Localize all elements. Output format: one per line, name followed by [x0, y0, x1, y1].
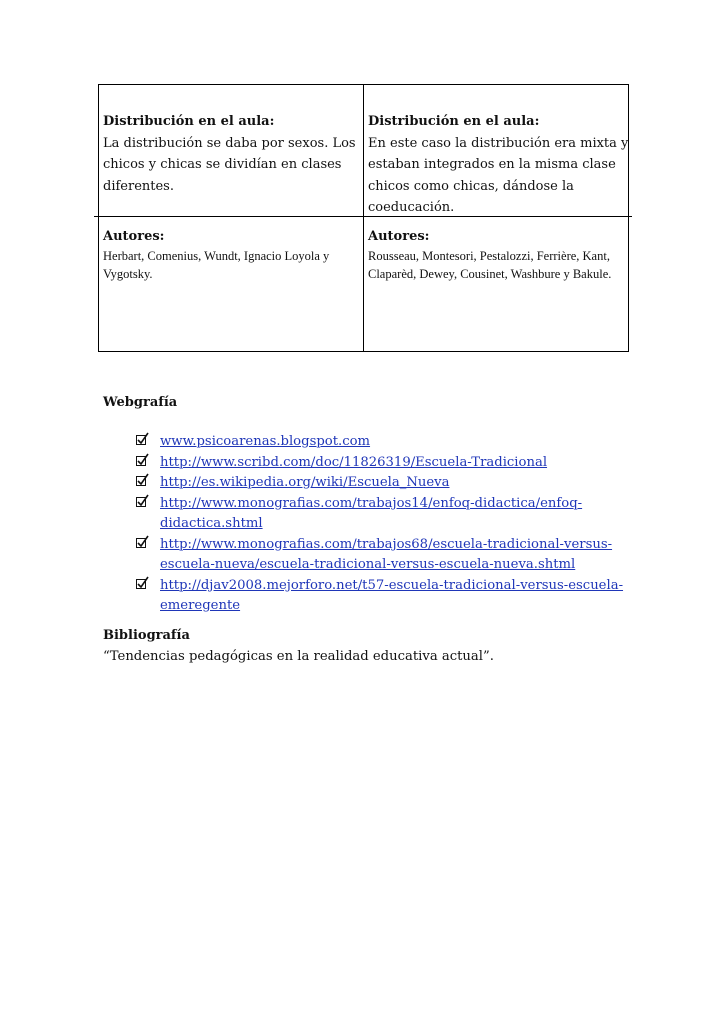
- webgrafia-heading: Webgrafía: [103, 395, 178, 410]
- list-item: [136, 432, 626, 453]
- checkbox-checked-icon: [136, 476, 146, 486]
- cell-heading: Autores:: [368, 229, 430, 244]
- cell-heading: Distribución en el aula:: [103, 114, 275, 129]
- bibliografia-heading: Bibliografía: [103, 628, 190, 643]
- cell-text: Herbart, Comenius, Wundt, Ignacio Loyola y Vygotsky.: [103, 249, 330, 281]
- webgrafia-link[interactable]: http://djav2008.mejorforo.net/t57-escuela-tradicional-versus-escuela-emeregente: [160, 577, 624, 613]
- webgrafia-link[interactable]: http://es.wikipedia.org/wiki/Escuela_Nueva: [160, 475, 450, 490]
- table-cell-distribution-traditional: [103, 111, 359, 197]
- comparison-table: [98, 84, 629, 352]
- webgrafia-link[interactable]: www.psicoarenas.blogspot.com: [160, 434, 371, 449]
- cell-text: En este caso la distribución era mixta y estaban integrados en la misma clase chicos como chicas, dándose la coeducación.: [368, 135, 629, 215]
- checkbox-checked-icon: [136, 579, 146, 589]
- list-item: [136, 535, 626, 576]
- list-item: [136, 494, 626, 535]
- webgrafia-link[interactable]: http://www.monografias.com/trabajos68/escuela-tradicional-versus-escuela-nueva/escuela-tradicional-versus-escuela-nueva.shtml: [160, 536, 613, 572]
- cell-text: La distribución se daba por sexos. Los chicos y chicas se dividían en clases diferentes.: [103, 135, 356, 194]
- checkbox-checked-icon: [136, 435, 146, 445]
- checkbox-checked-icon: [136, 497, 146, 507]
- cell-heading: Autores:: [103, 229, 165, 244]
- webgrafia-link[interactable]: http://www.scribd.com/doc/11826319/Escuela-Tradicional: [160, 454, 548, 470]
- cell-heading: Distribución en el aula:: [368, 114, 540, 129]
- webgrafia-link-list: [136, 432, 626, 617]
- table-column-divider: [363, 85, 364, 351]
- checkbox-checked-icon: [136, 538, 146, 548]
- table-cell-authors-traditional: [103, 227, 359, 283]
- table-cell-distribution-new: [368, 111, 630, 219]
- bibliografia-reference: “Tendencias pedagógicas en la realidad educativa actual”.: [103, 649, 494, 664]
- webgrafia-link[interactable]: http://www.monografias.com/trabajos14/enfoq-didactica/enfoq-didactica.shtml: [160, 495, 583, 531]
- list-item: [136, 473, 626, 494]
- checkbox-checked-icon: [136, 456, 146, 466]
- list-item: [136, 453, 626, 474]
- list-item: [136, 576, 626, 617]
- cell-text: Rousseau, Montesori, Pestalozzi, Ferrière, Kant, Claparèd, Dewey, Cousinet, Washbure y Bakule.: [368, 249, 612, 281]
- table-cell-authors-new: [368, 227, 630, 283]
